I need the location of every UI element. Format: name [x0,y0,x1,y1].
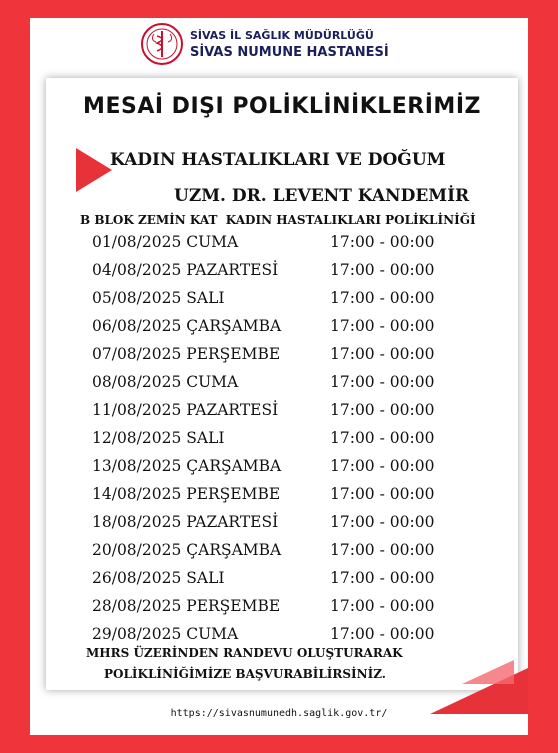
schedule-time: 17:00 - 00:00 [330,541,435,559]
red-border-right [528,0,558,753]
clinic-location: B BLOK ZEMİN KAT KADIN HASTALIKLARI POLİKLİNİĞİ [80,213,476,227]
appointment-note-line1: MHRS ÜZERİNDEN RANDEVU OLUŞTURARAK [86,646,403,660]
schedule-time: 17:00 - 00:00 [330,317,435,335]
department-name: KADIN HASTALIKLARI VE DOĞUM [110,150,446,170]
schedule-time: 17:00 - 00:00 [330,373,435,391]
appointment-note-line2: POLİKLİNİĞİMİZE BAŞVURABİLİRSİNİZ. [104,667,386,681]
decorative-corner-triangle-light [462,660,514,684]
schedule-date-day: 18/08/2025 PAZARTESİ [92,513,279,531]
schedule-time: 17:00 - 00:00 [330,569,435,587]
schedule-time: 17:00 - 00:00 [330,233,435,251]
red-border-bottom [0,735,558,753]
schedule-date-day: 07/08/2025 PERŞEMBE [92,345,281,363]
schedule-time: 17:00 - 00:00 [330,597,435,615]
schedule-date-day: 05/08/2025 SALI [92,289,225,307]
page-title: MESAİ DIŞI POLİKLİNİKLERİMİZ [83,94,481,119]
hospital-name: SİVAS NUMUNE HASTANESİ [190,44,389,60]
schedule-time: 17:00 - 00:00 [330,457,435,475]
schedule-date-day: 01/08/2025 CUMA [92,233,239,251]
website-url[interactable]: https://sivasnumunedh.saglik.gov.tr/ [170,708,388,719]
schedule-time: 17:00 - 00:00 [330,513,435,531]
schedule-date-day: 20/08/2025 ÇARŞAMBA [92,541,282,559]
schedule-date-day: 28/08/2025 PERŞEMBE [92,597,281,615]
ministry-name: SİVAS İL SAĞLIK MÜDÜRLÜĞÜ [190,28,374,42]
schedule-time: 17:00 - 00:00 [330,485,435,503]
red-border-left [0,0,30,753]
red-border-top [0,0,558,18]
schedule-date-day: 08/08/2025 CUMA [92,373,239,391]
schedule-date-day: 04/08/2025 PAZARTESİ [92,261,279,279]
schedule-time: 17:00 - 00:00 [330,345,435,363]
hospital-header [140,22,389,66]
schedule-date-day: 26/08/2025 SALI [92,569,225,587]
schedule-time: 17:00 - 00:00 [330,261,435,279]
schedule-date-day: 11/08/2025 PAZARTESİ [92,401,279,419]
schedule-date-day: 13/08/2025 ÇARŞAMBA [92,457,282,475]
schedule-date-day: 12/08/2025 SALI [92,429,225,447]
ministry-of-health-logo-icon [140,22,184,66]
schedule-time: 17:00 - 00:00 [330,429,435,447]
schedule-time: 17:00 - 00:00 [330,289,435,307]
schedule-time: 17:00 - 00:00 [330,401,435,419]
play-arrow-icon [76,148,112,192]
schedule-date-day: 06/08/2025 ÇARŞAMBA [92,317,282,335]
schedule-time: 17:00 - 00:00 [330,625,435,643]
doctor-name: UZM. DR. LEVENT KANDEMİR [174,186,470,206]
schedule-date-day: 29/08/2025 CUMA [92,625,239,643]
schedule-date-day: 14/08/2025 PERŞEMBE [92,485,281,503]
